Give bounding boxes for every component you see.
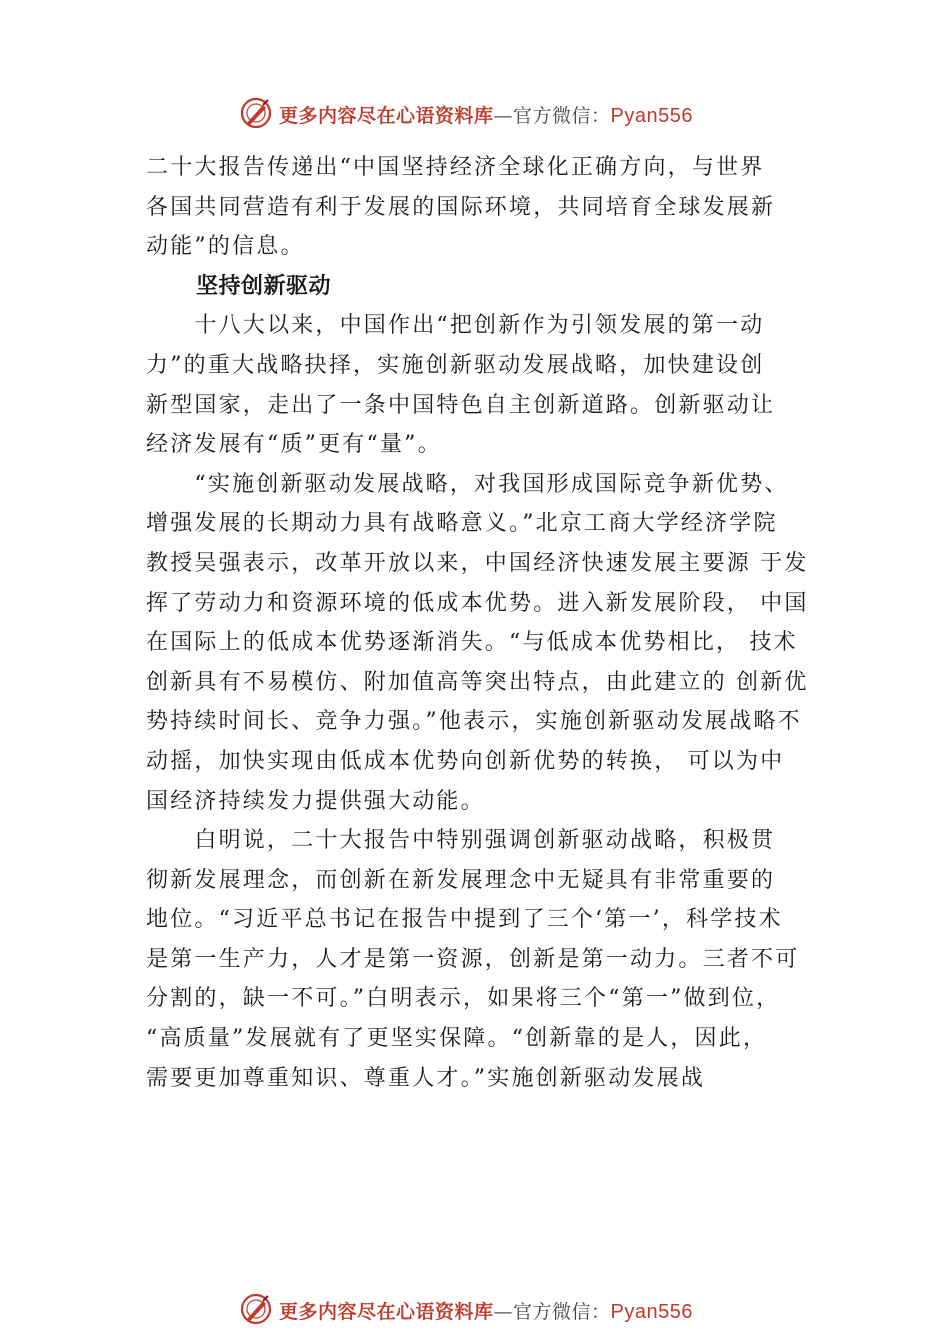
text-line: 彻新发展理念，而创新在新发展理念中无疑具有非常重要的 xyxy=(146,867,776,893)
text-line: 是第一生产力，人才是第一资源，创新是第一动力。三者不可 xyxy=(146,946,800,972)
text-line: 增强发展的长期动力具有战略意义。”北京工商大学经济学院 xyxy=(146,511,778,537)
watermark-red-text: 更多内容尽在心语资料库 xyxy=(279,105,494,127)
text-line: 国经济持续发力提供强大动能。 xyxy=(146,788,485,814)
text-line: 经济发展有“质”更有“量”。 xyxy=(146,432,442,458)
text-line: 二十大报告传递出“中国坚持经济全球化正确方向，与世界 xyxy=(146,155,765,180)
watermark-label: 官方微信： xyxy=(513,1301,611,1323)
text-line: 白明说，二十大报告中特别强调创新驱动战略，积极贯 xyxy=(146,828,776,854)
watermark-label: 官方微信： xyxy=(513,105,611,127)
watermark-dash: — xyxy=(493,1301,514,1323)
paragraph-1 xyxy=(146,148,836,267)
watermark-handle: Pyan556 xyxy=(610,105,693,127)
document-body xyxy=(146,148,836,1098)
paragraph-4 xyxy=(146,821,836,1098)
text-line: 创新具有不易模仿、附加值高等突出特点，由此建立的 创新优 xyxy=(146,669,809,695)
text-line: 需要更加尊重知识、尊重人才。”实施创新驱动发展战 xyxy=(146,1065,706,1091)
watermark-text xyxy=(279,101,693,128)
text-line: “高质量”发展就有了更坚实保障。“创新靠的是人，因此， xyxy=(146,1026,768,1052)
quill-seal-icon xyxy=(239,1292,273,1326)
text-line: 新型国家，走出了一条中国特色自主创新道路。创新驱动让 xyxy=(146,392,776,418)
text-line: 势持续时间长、竞争力强。”他表示，实施创新驱动发展战略不 xyxy=(146,709,802,735)
watermark-red-text: 更多内容尽在心语资料库 xyxy=(279,1301,494,1323)
text-line: “实施创新驱动发展战略，对我国形成国际竞争新优势、 xyxy=(146,471,789,497)
text-line: 动摇，加快实现由低成本优势向创新优势的转换， 可以为中 xyxy=(146,748,785,774)
footer-watermark xyxy=(0,1290,950,1330)
text-line: 挥了劳动力和资源环境的低成本优势。进入新发展阶段， 中国 xyxy=(146,590,809,616)
text-line: 分割的，缺一不可。”白明表示，如果将三个“第一”做到位， xyxy=(146,986,781,1012)
text-line: 力”的重大战略抉择，实施创新驱动发展战略，加快建设创 xyxy=(146,352,765,378)
text-line: 在国际上的低成本优势逐渐消失。“与低成本优势相比， 技术 xyxy=(146,630,798,656)
text-line: 十八大以来，中国作出“把创新作为引领发展的第一动 xyxy=(146,313,765,339)
watermark-dash: — xyxy=(493,105,514,127)
watermark-text xyxy=(279,1297,693,1324)
quill-seal-icon xyxy=(239,96,273,130)
paragraph-3 xyxy=(146,465,836,821)
text-line: 动能”的信息。 xyxy=(146,234,305,260)
text-line: 教授吴强表示，改革开放以来，中国经济快速发展主要源 于发 xyxy=(146,550,809,576)
text-line: 地位。“习近平总书记在报告中提到了三个‘第一’，科学技术 xyxy=(146,907,783,933)
watermark-handle: Pyan556 xyxy=(610,1301,693,1323)
section-heading: 坚持创新驱动 xyxy=(196,273,332,299)
header-watermark xyxy=(0,94,950,134)
text-line: 各国共同营造有利于发展的国际环境，共同培育全球发展新 xyxy=(146,194,776,220)
paragraph-2 xyxy=(146,306,836,464)
